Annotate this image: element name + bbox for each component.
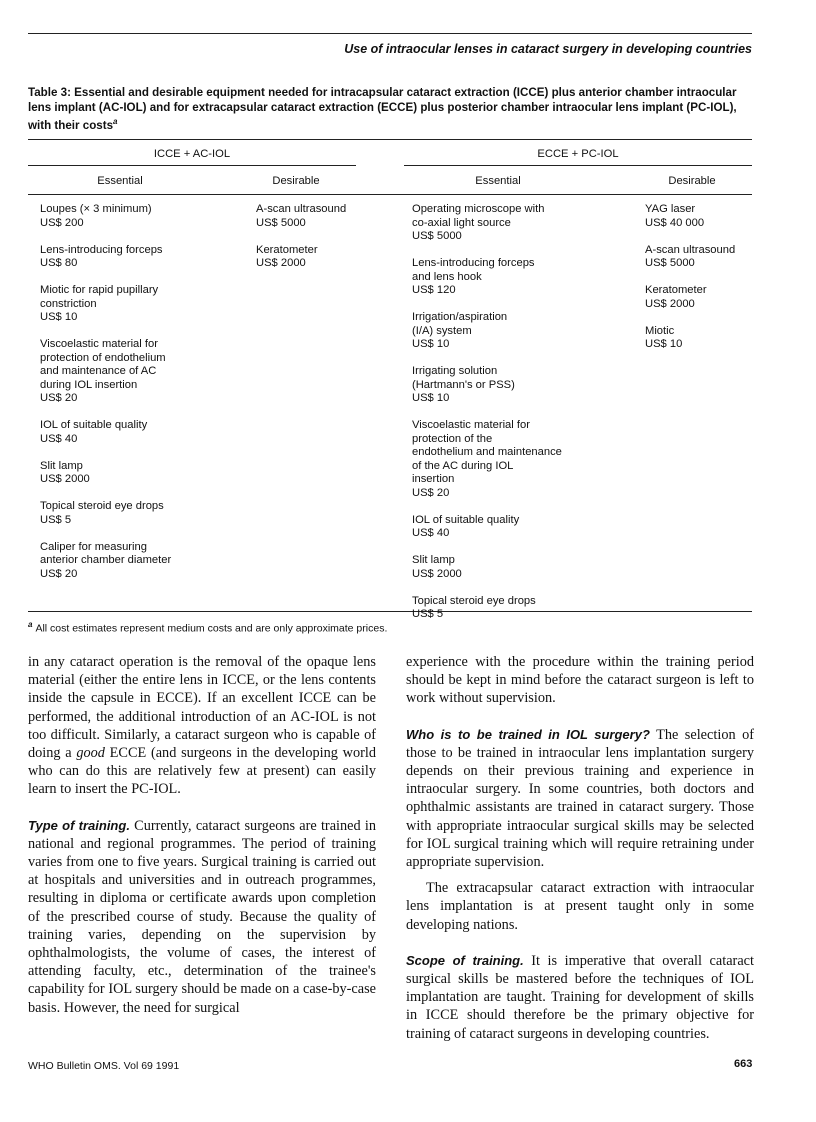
ecce-group-rule [404,165,752,166]
list-item [412,554,622,581]
list-item [40,284,240,325]
item-cost: US$ 5 [412,608,444,620]
col-head-icce-essential: Essential [97,175,143,187]
list-item [412,595,622,622]
list-item [40,460,240,487]
item-cost: US$ 20 [40,392,78,404]
item-cost: US$ 40 [412,527,450,539]
list-item [256,244,386,271]
item-name: Caliper for measuring anterior chamber diameter [40,540,172,566]
item-name: Keratometer [645,284,707,296]
item-name: Topical steroid eye drops [412,594,536,607]
ecce-desirable-list [645,203,755,365]
paragraph [406,879,754,934]
paragraph [406,952,754,1043]
table-caption-text: Table 3: Essential and desirable equipment needed for intracapsular cataract extraction (ICCE) plus anterior chamber intraocular lens implant (AC-IOL) and for extracapsular cataract extraction (ECCE) plus posterior chamber intraocular lens implant (PC-IOL), with their costs [28,86,737,132]
item-cost: US$ 5000 [256,216,306,229]
paragraph-text: Currently, cataract surgeons are trained in national and regional programmes. The period of training varies from one to five years. Surgical training is carried out at hospitals and universities and in outreach programmes, resulting in diploma or certificate awards upon completion of the prescribed course of study. Because the quality of training varies, depending on the supervision by ophthalmologists, the volume of cases, the interest of attending faculty, etc., determination of the trainee's capability for IOL surgery should be made on a case-by-case basis. However, the need for surgical [28,817,376,1016]
item-cost: US$ 2000 [40,473,90,485]
item-cost: US$ 2000 [256,257,306,269]
item-cost: US$ 20 [412,486,450,499]
list-item [40,500,240,527]
footnote-mark: a [28,620,33,629]
body-left-column [28,653,376,1017]
paragraph-text: in any cataract operation is the removal of the opaque lens material (either the entire lens in ICCE, or the lens contents inside the capsule in ECCE). If an excellent ICCE can be performed, the additional introduction of an AC-IOL is not too difficult. Similarly, a cataract surgeon who is capable of doing a [28,654,376,762]
body-right-column [406,653,754,1043]
list-item [40,203,240,230]
item-cost: US$ 10 [412,392,450,404]
journal-footer: WHO Bulletin OMS. Vol 69 1991 [28,1060,180,1072]
ecce-essential-list [412,203,622,635]
item-cost: US$ 5 [40,513,72,526]
item-name: YAG laser [645,203,696,215]
running-head: Use of intraocular lenses in cataract surgery in developing countries [344,42,752,56]
item-name: Viscoelastic material for protection of endothelium and maintenance of AC during IOL insertion [40,338,166,391]
item-cost: US$ 120 [412,284,456,296]
table-top-rule [28,139,752,140]
item-name: A-scan ultrasound [645,243,736,256]
list-item [412,203,622,244]
item-name: A-scan ultrasound [256,203,347,215]
item-cost: US$ 10 [40,311,78,323]
item-cost: US$ 200 [40,216,84,229]
col-head-rule [28,194,752,195]
item-name: IOL of suitable quality [40,419,148,431]
item-name: Lens-introducing forceps [40,243,163,256]
paragraph-text: The selection of those to be trained in intraocular lens implantation surgery depends on their previous training and experience in intraocular surgery. In some countries, both doctors and ophthalmic assistants are trained in cataract surgery. Those with appropriate intraocular surgical skills may be selected for IOL surgical training which will require retraining under appropriate supervision. [406,726,754,871]
list-item [645,203,755,230]
emphasis-text: good [76,745,105,762]
col-head-ecce-desirable: Desirable [668,175,716,187]
item-name: Miotic for rapid pupillary constriction [40,284,159,310]
item-name: Operating microscope with co-axial light source [412,203,545,229]
list-item [645,244,755,271]
item-name: Slit lamp [412,554,455,566]
item-name: Slit lamp [40,459,83,472]
table-bottom-rule [28,611,752,612]
section-run-in-heading: Type of training. [28,817,130,833]
list-item [412,257,622,298]
item-cost: US$ 2000 [645,297,695,310]
page-number: 663 [734,1058,753,1070]
list-item [412,311,622,352]
item-cost: US$ 5000 [412,230,462,242]
col-head-ecce-essential: Essential [475,175,521,187]
paragraph-text: The extracapsular cataract extraction with intraocular lens implantation is at present taught only in some developing nations. [406,880,754,933]
item-cost: US$ 2000 [412,567,462,580]
footnote-text: All cost estimates represent medium costs and are only approximate prices. [35,622,388,635]
item-cost: US$ 10 [412,338,450,350]
paragraph-gap [28,799,376,817]
section-run-in-heading: Who is to be trained in IOL surgery? [406,726,650,742]
item-name: IOL of suitable quality [412,513,520,526]
paragraph-text: ECCE (and surgeons in the developing world who can do this are relatively few at present) can easily learn to insert the PC-IOL. [28,745,376,798]
list-item [40,338,240,406]
item-cost: US$ 5000 [645,257,695,269]
paragraph [28,817,376,1017]
item-cost: US$ 10 [645,338,683,350]
item-name: Lens-introducing forceps and lens hook [412,257,535,283]
icce-desirable-list [256,203,386,284]
list-item [40,244,240,271]
group-head-ecce: ECCE + PC-IOL [537,148,619,160]
list-item [645,284,755,311]
col-head-icce-desirable: Desirable [272,175,320,187]
paragraph [406,653,754,708]
item-name: Loupes (× 3 minimum) [40,203,152,215]
item-name: Keratometer [256,243,318,256]
paragraph-text: It is imperative that overall cataract surgical skills be mastered before the techniques of IOL implantation are taught. Training for development of skills in ICCE should therefore be the primary objective for training of cataract surgeons in developing countries. [406,952,754,1042]
item-cost: US$ 80 [40,257,78,269]
group-head-icce: ICCE + AC-IOL [153,148,231,160]
item-name: Topical steroid eye drops [40,500,164,512]
item-cost: US$ 20 [40,567,78,580]
item-name: Irrigation/aspiration (I/A) system [412,311,508,337]
paragraph [406,726,754,872]
paragraph-text: experience with the procedure within the training period should be kept in mind before the cataract surgeon is left to work without supervision. [406,654,754,707]
table-caption [28,86,756,133]
item-name: Irrigating solution (Hartmann's or PSS) [412,365,515,391]
list-item [412,419,622,500]
table-footnote [28,620,387,635]
item-cost: US$ 40 000 [645,216,705,229]
list-item [256,203,386,230]
table-caption-mark: a [113,117,118,126]
list-item [412,514,622,541]
section-run-in-heading: Scope of training. [406,952,524,968]
item-name: Viscoelastic material for protection of the endothelium and maintenance of the AC during IOL insertion [412,419,562,485]
list-item [40,419,240,446]
top-rule [28,33,752,34]
list-item [645,325,755,352]
item-name: Miotic [645,324,675,337]
icce-essential-list [40,203,240,595]
icce-group-rule [28,165,356,166]
list-item [40,541,240,582]
paragraph-gap [406,708,754,726]
paragraph-gap [406,934,754,952]
item-cost: US$ 40 [40,432,78,445]
list-item [412,365,622,406]
paragraph [28,653,376,799]
